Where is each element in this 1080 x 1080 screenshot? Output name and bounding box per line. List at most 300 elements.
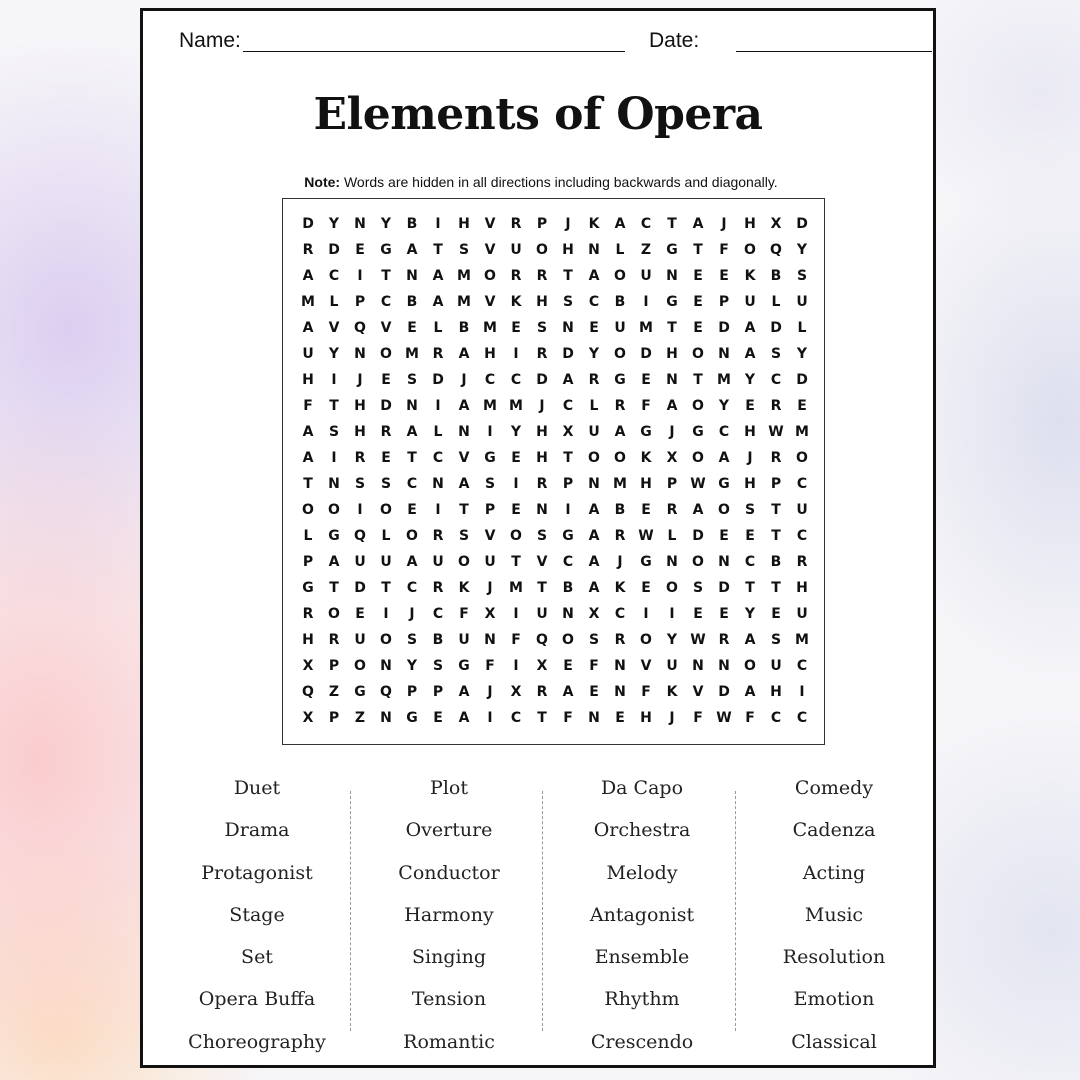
grid-letter[interactable]: X: [536, 658, 548, 674]
grid-letter[interactable]: Q: [380, 684, 392, 700]
grid-letter[interactable]: Y: [328, 216, 340, 232]
grid-letter[interactable]: Q: [354, 528, 366, 544]
grid-letter[interactable]: X: [770, 216, 782, 232]
grid-letter[interactable]: A: [458, 710, 470, 726]
grid-letter[interactable]: I: [513, 476, 519, 492]
grid-letter[interactable]: L: [615, 242, 625, 258]
grid-letter[interactable]: C: [406, 580, 418, 596]
grid-letter[interactable]: V: [380, 320, 392, 336]
grid-letter[interactable]: E: [381, 450, 391, 466]
grid-letter[interactable]: O: [614, 346, 626, 362]
grid-letter[interactable]: Z: [640, 242, 652, 258]
grid-letter[interactable]: A: [302, 450, 314, 466]
grid-letter[interactable]: E: [355, 606, 365, 622]
grid-letter[interactable]: T: [667, 320, 677, 336]
grid-letter[interactable]: X: [484, 606, 496, 622]
grid-letter[interactable]: I: [487, 424, 493, 440]
grid-letter[interactable]: Q: [536, 632, 548, 648]
grid-letter[interactable]: T: [537, 710, 547, 726]
grid-letter[interactable]: A: [406, 242, 418, 258]
grid-letter[interactable]: M: [795, 424, 809, 440]
grid-letter[interactable]: B: [614, 294, 626, 310]
grid-letter[interactable]: B: [406, 216, 418, 232]
grid-letter[interactable]: B: [432, 632, 444, 648]
grid-letter[interactable]: W: [716, 710, 732, 726]
grid-letter[interactable]: O: [588, 450, 600, 466]
grid-letter[interactable]: H: [302, 372, 314, 388]
grid-letter[interactable]: L: [433, 320, 443, 336]
grid-letter[interactable]: I: [513, 658, 519, 674]
grid-letter[interactable]: O: [640, 632, 652, 648]
grid-letter[interactable]: E: [511, 450, 521, 466]
grid-letter[interactable]: I: [435, 398, 441, 414]
grid-letter[interactable]: O: [614, 268, 626, 284]
grid-letter[interactable]: Y: [510, 424, 522, 440]
grid-letter[interactable]: I: [435, 216, 441, 232]
grid-letter[interactable]: C: [562, 554, 574, 570]
grid-letter[interactable]: I: [565, 502, 571, 518]
grid-letter[interactable]: H: [536, 450, 548, 466]
grid-letter[interactable]: C: [796, 476, 808, 492]
grid-letter[interactable]: A: [458, 684, 470, 700]
grid-letter[interactable]: F: [641, 398, 651, 414]
grid-letter[interactable]: R: [536, 476, 548, 492]
grid-letter[interactable]: M: [457, 268, 471, 284]
grid-letter[interactable]: Y: [796, 346, 808, 362]
grid-letter[interactable]: T: [563, 268, 573, 284]
grid-letter[interactable]: N: [562, 606, 574, 622]
grid-letter[interactable]: C: [484, 372, 496, 388]
grid-letter[interactable]: U: [380, 554, 392, 570]
grid-letter[interactable]: J: [565, 216, 571, 232]
grid-letter[interactable]: L: [329, 294, 339, 310]
grid-letter[interactable]: J: [539, 398, 545, 414]
grid-letter[interactable]: X: [302, 658, 314, 674]
grid-letter[interactable]: E: [719, 528, 729, 544]
grid-letter[interactable]: N: [328, 476, 340, 492]
grid-letter[interactable]: T: [329, 580, 339, 596]
grid-letter[interactable]: A: [302, 424, 314, 440]
grid-letter[interactable]: T: [667, 216, 677, 232]
grid-letter[interactable]: T: [745, 580, 755, 596]
grid-letter[interactable]: K: [640, 450, 652, 466]
grid-letter[interactable]: I: [331, 450, 337, 466]
grid-letter[interactable]: J: [721, 216, 727, 232]
grid-letter[interactable]: P: [666, 476, 678, 492]
grid-letter[interactable]: L: [667, 528, 677, 544]
grid-letter[interactable]: T: [693, 372, 703, 388]
grid-letter[interactable]: D: [354, 580, 366, 596]
grid-letter[interactable]: M: [717, 372, 731, 388]
grid-letter[interactable]: L: [433, 424, 443, 440]
grid-letter[interactable]: I: [357, 268, 363, 284]
grid-letter[interactable]: C: [770, 372, 782, 388]
grid-letter[interactable]: F: [511, 632, 521, 648]
grid-letter[interactable]: S: [692, 580, 704, 596]
grid-letter[interactable]: S: [588, 632, 600, 648]
grid-letter[interactable]: L: [303, 528, 313, 544]
grid-letter[interactable]: G: [562, 528, 574, 544]
grid-letter[interactable]: R: [588, 372, 600, 388]
grid-letter[interactable]: A: [302, 320, 314, 336]
grid-letter[interactable]: T: [771, 528, 781, 544]
grid-letter[interactable]: R: [510, 268, 522, 284]
grid-letter[interactable]: V: [692, 684, 704, 700]
grid-letter[interactable]: I: [643, 606, 649, 622]
grid-letter[interactable]: T: [303, 476, 313, 492]
grid-letter[interactable]: G: [484, 450, 496, 466]
grid-letter[interactable]: M: [509, 580, 523, 596]
grid-letter[interactable]: C: [328, 268, 340, 284]
grid-letter[interactable]: N: [458, 424, 470, 440]
grid-letter[interactable]: A: [406, 554, 418, 570]
grid-letter[interactable]: Q: [354, 320, 366, 336]
grid-letter[interactable]: A: [302, 268, 314, 284]
grid-letter[interactable]: B: [406, 294, 418, 310]
grid-letter[interactable]: N: [588, 710, 600, 726]
grid-letter[interactable]: E: [589, 320, 599, 336]
grid-letter[interactable]: U: [484, 554, 496, 570]
grid-letter[interactable]: V: [484, 528, 496, 544]
grid-letter[interactable]: D: [692, 528, 704, 544]
grid-letter[interactable]: J: [357, 372, 363, 388]
grid-letter[interactable]: B: [770, 554, 782, 570]
grid-letter[interactable]: S: [406, 372, 418, 388]
grid-letter[interactable]: U: [796, 294, 808, 310]
grid-letter[interactable]: B: [770, 268, 782, 284]
grid-letter[interactable]: J: [487, 580, 493, 596]
grid-letter[interactable]: S: [536, 320, 548, 336]
grid-letter[interactable]: C: [640, 216, 652, 232]
grid-letter[interactable]: P: [354, 294, 366, 310]
grid-letter[interactable]: U: [510, 242, 522, 258]
grid-letter[interactable]: G: [640, 554, 652, 570]
grid-letter[interactable]: N: [406, 398, 418, 414]
grid-letter[interactable]: E: [693, 268, 703, 284]
grid-letter[interactable]: R: [770, 450, 782, 466]
grid-letter[interactable]: O: [666, 580, 678, 596]
grid-letter[interactable]: Y: [406, 658, 418, 674]
grid-letter[interactable]: O: [614, 450, 626, 466]
grid-letter[interactable]: N: [380, 658, 392, 674]
grid-letter[interactable]: S: [796, 268, 808, 284]
grid-letter[interactable]: E: [641, 372, 651, 388]
grid-letter[interactable]: M: [301, 294, 315, 310]
grid-letter[interactable]: O: [562, 632, 574, 648]
grid-letter[interactable]: B: [562, 580, 574, 596]
grid-letter[interactable]: H: [640, 710, 652, 726]
grid-letter[interactable]: U: [614, 320, 626, 336]
grid-letter[interactable]: U: [536, 606, 548, 622]
grid-letter[interactable]: G: [666, 242, 678, 258]
grid-letter[interactable]: R: [796, 554, 808, 570]
grid-letter[interactable]: E: [719, 606, 729, 622]
grid-letter[interactable]: V: [536, 554, 548, 570]
grid-letter[interactable]: E: [563, 658, 573, 674]
grid-letter[interactable]: A: [588, 268, 600, 284]
grid-letter[interactable]: Y: [588, 346, 600, 362]
grid-letter[interactable]: G: [458, 658, 470, 674]
grid-letter[interactable]: G: [406, 710, 418, 726]
grid-letter[interactable]: E: [745, 398, 755, 414]
grid-letter[interactable]: B: [614, 502, 626, 518]
grid-letter[interactable]: N: [588, 476, 600, 492]
grid-letter[interactable]: L: [797, 320, 807, 336]
grid-letter[interactable]: U: [354, 632, 366, 648]
grid-letter[interactable]: R: [614, 632, 626, 648]
grid-letter[interactable]: N: [718, 554, 730, 570]
grid-letter[interactable]: E: [615, 710, 625, 726]
grid-letter[interactable]: C: [744, 554, 756, 570]
grid-letter[interactable]: N: [484, 632, 496, 648]
grid-letter[interactable]: U: [666, 658, 678, 674]
grid-letter[interactable]: T: [381, 580, 391, 596]
grid-letter[interactable]: C: [510, 372, 522, 388]
grid-letter[interactable]: E: [407, 320, 417, 336]
grid-letter[interactable]: N: [614, 658, 626, 674]
grid-letter[interactable]: O: [692, 554, 704, 570]
grid-letter[interactable]: V: [484, 242, 496, 258]
grid-letter[interactable]: G: [380, 242, 392, 258]
grid-letter[interactable]: F: [563, 710, 573, 726]
grid-letter[interactable]: N: [692, 658, 704, 674]
grid-letter[interactable]: O: [484, 268, 496, 284]
grid-letter[interactable]: S: [484, 476, 496, 492]
grid-letter[interactable]: A: [744, 346, 756, 362]
grid-letter[interactable]: N: [614, 684, 626, 700]
grid-letter[interactable]: G: [640, 424, 652, 440]
grid-letter[interactable]: V: [640, 658, 652, 674]
grid-letter[interactable]: G: [354, 684, 366, 700]
grid-letter[interactable]: S: [328, 424, 340, 440]
grid-letter[interactable]: L: [771, 294, 781, 310]
grid-letter[interactable]: D: [770, 320, 782, 336]
grid-letter[interactable]: N: [718, 658, 730, 674]
grid-letter[interactable]: N: [432, 476, 444, 492]
grid-letter[interactable]: G: [614, 372, 626, 388]
grid-letter[interactable]: X: [562, 424, 574, 440]
grid-letter[interactable]: U: [640, 268, 652, 284]
grid-letter[interactable]: X: [510, 684, 522, 700]
grid-letter[interactable]: T: [511, 554, 521, 570]
grid-letter[interactable]: Y: [718, 398, 730, 414]
grid-letter[interactable]: M: [795, 632, 809, 648]
grid-letter[interactable]: C: [718, 424, 730, 440]
grid-letter[interactable]: T: [459, 502, 469, 518]
grid-letter[interactable]: N: [666, 372, 678, 388]
grid-letter[interactable]: A: [666, 398, 678, 414]
grid-letter[interactable]: R: [432, 528, 444, 544]
grid-letter[interactable]: A: [458, 398, 470, 414]
grid-letter[interactable]: F: [641, 684, 651, 700]
grid-letter[interactable]: Q: [302, 684, 314, 700]
grid-letter[interactable]: N: [562, 320, 574, 336]
grid-letter[interactable]: Y: [328, 346, 340, 362]
grid-letter[interactable]: P: [406, 684, 418, 700]
grid-letter[interactable]: R: [536, 684, 548, 700]
grid-letter[interactable]: H: [354, 424, 366, 440]
grid-letter[interactable]: Q: [770, 242, 782, 258]
grid-letter[interactable]: U: [302, 346, 314, 362]
grid-letter[interactable]: Y: [666, 632, 678, 648]
grid-letter[interactable]: J: [669, 710, 675, 726]
grid-letter[interactable]: Z: [328, 684, 340, 700]
grid-letter[interactable]: T: [537, 580, 547, 596]
grid-letter[interactable]: E: [355, 242, 365, 258]
grid-letter[interactable]: E: [719, 268, 729, 284]
grid-letter[interactable]: H: [744, 424, 756, 440]
grid-letter[interactable]: A: [744, 684, 756, 700]
grid-letter[interactable]: F: [589, 658, 599, 674]
grid-letter[interactable]: R: [536, 346, 548, 362]
grid-letter[interactable]: A: [692, 502, 704, 518]
grid-letter[interactable]: T: [563, 450, 573, 466]
grid-letter[interactable]: I: [799, 684, 805, 700]
grid-letter[interactable]: R: [666, 502, 678, 518]
grid-letter[interactable]: A: [588, 580, 600, 596]
grid-letter[interactable]: F: [303, 398, 313, 414]
grid-letter[interactable]: R: [718, 632, 730, 648]
grid-letter[interactable]: H: [770, 684, 782, 700]
grid-letter[interactable]: H: [562, 242, 574, 258]
grid-letter[interactable]: D: [380, 398, 392, 414]
grid-letter[interactable]: X: [302, 710, 314, 726]
grid-letter[interactable]: O: [302, 502, 314, 518]
grid-letter[interactable]: E: [641, 580, 651, 596]
grid-letter[interactable]: N: [380, 710, 392, 726]
grid-letter[interactable]: D: [328, 242, 340, 258]
grid-letter[interactable]: O: [744, 658, 756, 674]
grid-letter[interactable]: G: [328, 528, 340, 544]
grid-letter[interactable]: O: [380, 346, 392, 362]
grid-letter[interactable]: D: [796, 216, 808, 232]
grid-letter[interactable]: O: [328, 502, 340, 518]
grid-letter[interactable]: T: [693, 242, 703, 258]
grid-letter[interactable]: R: [614, 398, 626, 414]
grid-letter[interactable]: O: [510, 528, 522, 544]
grid-letter[interactable]: E: [745, 528, 755, 544]
grid-letter[interactable]: W: [638, 528, 654, 544]
grid-letter[interactable]: D: [536, 372, 548, 388]
grid-letter[interactable]: U: [432, 554, 444, 570]
grid-letter[interactable]: C: [510, 710, 522, 726]
grid-letter[interactable]: E: [771, 606, 781, 622]
grid-letter[interactable]: C: [796, 528, 808, 544]
grid-letter[interactable]: A: [562, 684, 574, 700]
grid-letter[interactable]: C: [614, 606, 626, 622]
grid-letter[interactable]: O: [692, 450, 704, 466]
grid-letter[interactable]: J: [409, 606, 415, 622]
grid-letter[interactable]: S: [744, 502, 756, 518]
grid-letter[interactable]: S: [458, 242, 470, 258]
grid-letter[interactable]: M: [509, 398, 523, 414]
grid-letter[interactable]: A: [432, 268, 444, 284]
grid-letter[interactable]: E: [589, 684, 599, 700]
grid-letter[interactable]: I: [513, 606, 519, 622]
grid-letter[interactable]: T: [433, 242, 443, 258]
grid-letter[interactable]: C: [432, 606, 444, 622]
grid-letter[interactable]: O: [692, 346, 704, 362]
grid-letter[interactable]: S: [458, 528, 470, 544]
grid-letter[interactable]: O: [718, 502, 730, 518]
grid-letter[interactable]: K: [614, 580, 626, 596]
grid-letter[interactable]: E: [511, 320, 521, 336]
grid-letter[interactable]: D: [432, 372, 444, 388]
grid-letter[interactable]: E: [693, 320, 703, 336]
grid-letter[interactable]: N: [354, 216, 366, 232]
grid-letter[interactable]: J: [487, 684, 493, 700]
grid-letter[interactable]: E: [693, 294, 703, 310]
grid-letter[interactable]: S: [536, 528, 548, 544]
grid-letter[interactable]: O: [380, 502, 392, 518]
grid-letter[interactable]: O: [744, 242, 756, 258]
grid-letter[interactable]: E: [797, 398, 807, 414]
grid-letter[interactable]: P: [484, 502, 496, 518]
grid-letter[interactable]: R: [536, 268, 548, 284]
grid-letter[interactable]: P: [718, 294, 730, 310]
grid-letter[interactable]: Y: [380, 216, 392, 232]
grid-letter[interactable]: I: [331, 372, 337, 388]
grid-letter[interactable]: J: [747, 450, 753, 466]
grid-letter[interactable]: K: [458, 580, 470, 596]
grid-letter[interactable]: C: [380, 294, 392, 310]
grid-letter[interactable]: U: [770, 658, 782, 674]
grid-letter[interactable]: A: [744, 320, 756, 336]
grid-letter[interactable]: S: [354, 476, 366, 492]
grid-letter[interactable]: O: [458, 554, 470, 570]
grid-letter[interactable]: C: [562, 398, 574, 414]
grid-letter[interactable]: Y: [744, 372, 756, 388]
grid-letter[interactable]: D: [718, 580, 730, 596]
grid-letter[interactable]: R: [432, 346, 444, 362]
grid-letter[interactable]: E: [511, 502, 521, 518]
grid-letter[interactable]: A: [432, 294, 444, 310]
grid-letter[interactable]: I: [669, 606, 675, 622]
grid-letter[interactable]: R: [614, 528, 626, 544]
grid-letter[interactable]: H: [796, 580, 808, 596]
grid-letter[interactable]: E: [693, 606, 703, 622]
grid-letter[interactable]: D: [718, 320, 730, 336]
grid-letter[interactable]: A: [588, 554, 600, 570]
grid-letter[interactable]: A: [328, 554, 340, 570]
grid-letter[interactable]: F: [485, 658, 495, 674]
grid-letter[interactable]: O: [380, 632, 392, 648]
grid-letter[interactable]: V: [484, 216, 496, 232]
grid-letter[interactable]: M: [483, 398, 497, 414]
grid-letter[interactable]: R: [770, 398, 782, 414]
grid-letter[interactable]: A: [406, 424, 418, 440]
grid-letter[interactable]: D: [562, 346, 574, 362]
grid-letter[interactable]: O: [406, 528, 418, 544]
grid-letter[interactable]: Y: [796, 242, 808, 258]
grid-letter[interactable]: X: [666, 450, 678, 466]
grid-letter[interactable]: T: [381, 268, 391, 284]
grid-letter[interactable]: C: [796, 658, 808, 674]
grid-letter[interactable]: N: [666, 554, 678, 570]
grid-letter[interactable]: H: [536, 294, 548, 310]
grid-letter[interactable]: H: [640, 476, 652, 492]
grid-letter[interactable]: S: [562, 294, 574, 310]
grid-letter[interactable]: E: [407, 502, 417, 518]
grid-letter[interactable]: H: [354, 398, 366, 414]
grid-letter[interactable]: P: [770, 476, 782, 492]
grid-letter[interactable]: A: [718, 450, 730, 466]
grid-letter[interactable]: R: [380, 424, 392, 440]
grid-letter[interactable]: O: [692, 398, 704, 414]
grid-letter[interactable]: W: [690, 476, 706, 492]
grid-letter[interactable]: S: [770, 346, 782, 362]
grid-letter[interactable]: A: [458, 346, 470, 362]
